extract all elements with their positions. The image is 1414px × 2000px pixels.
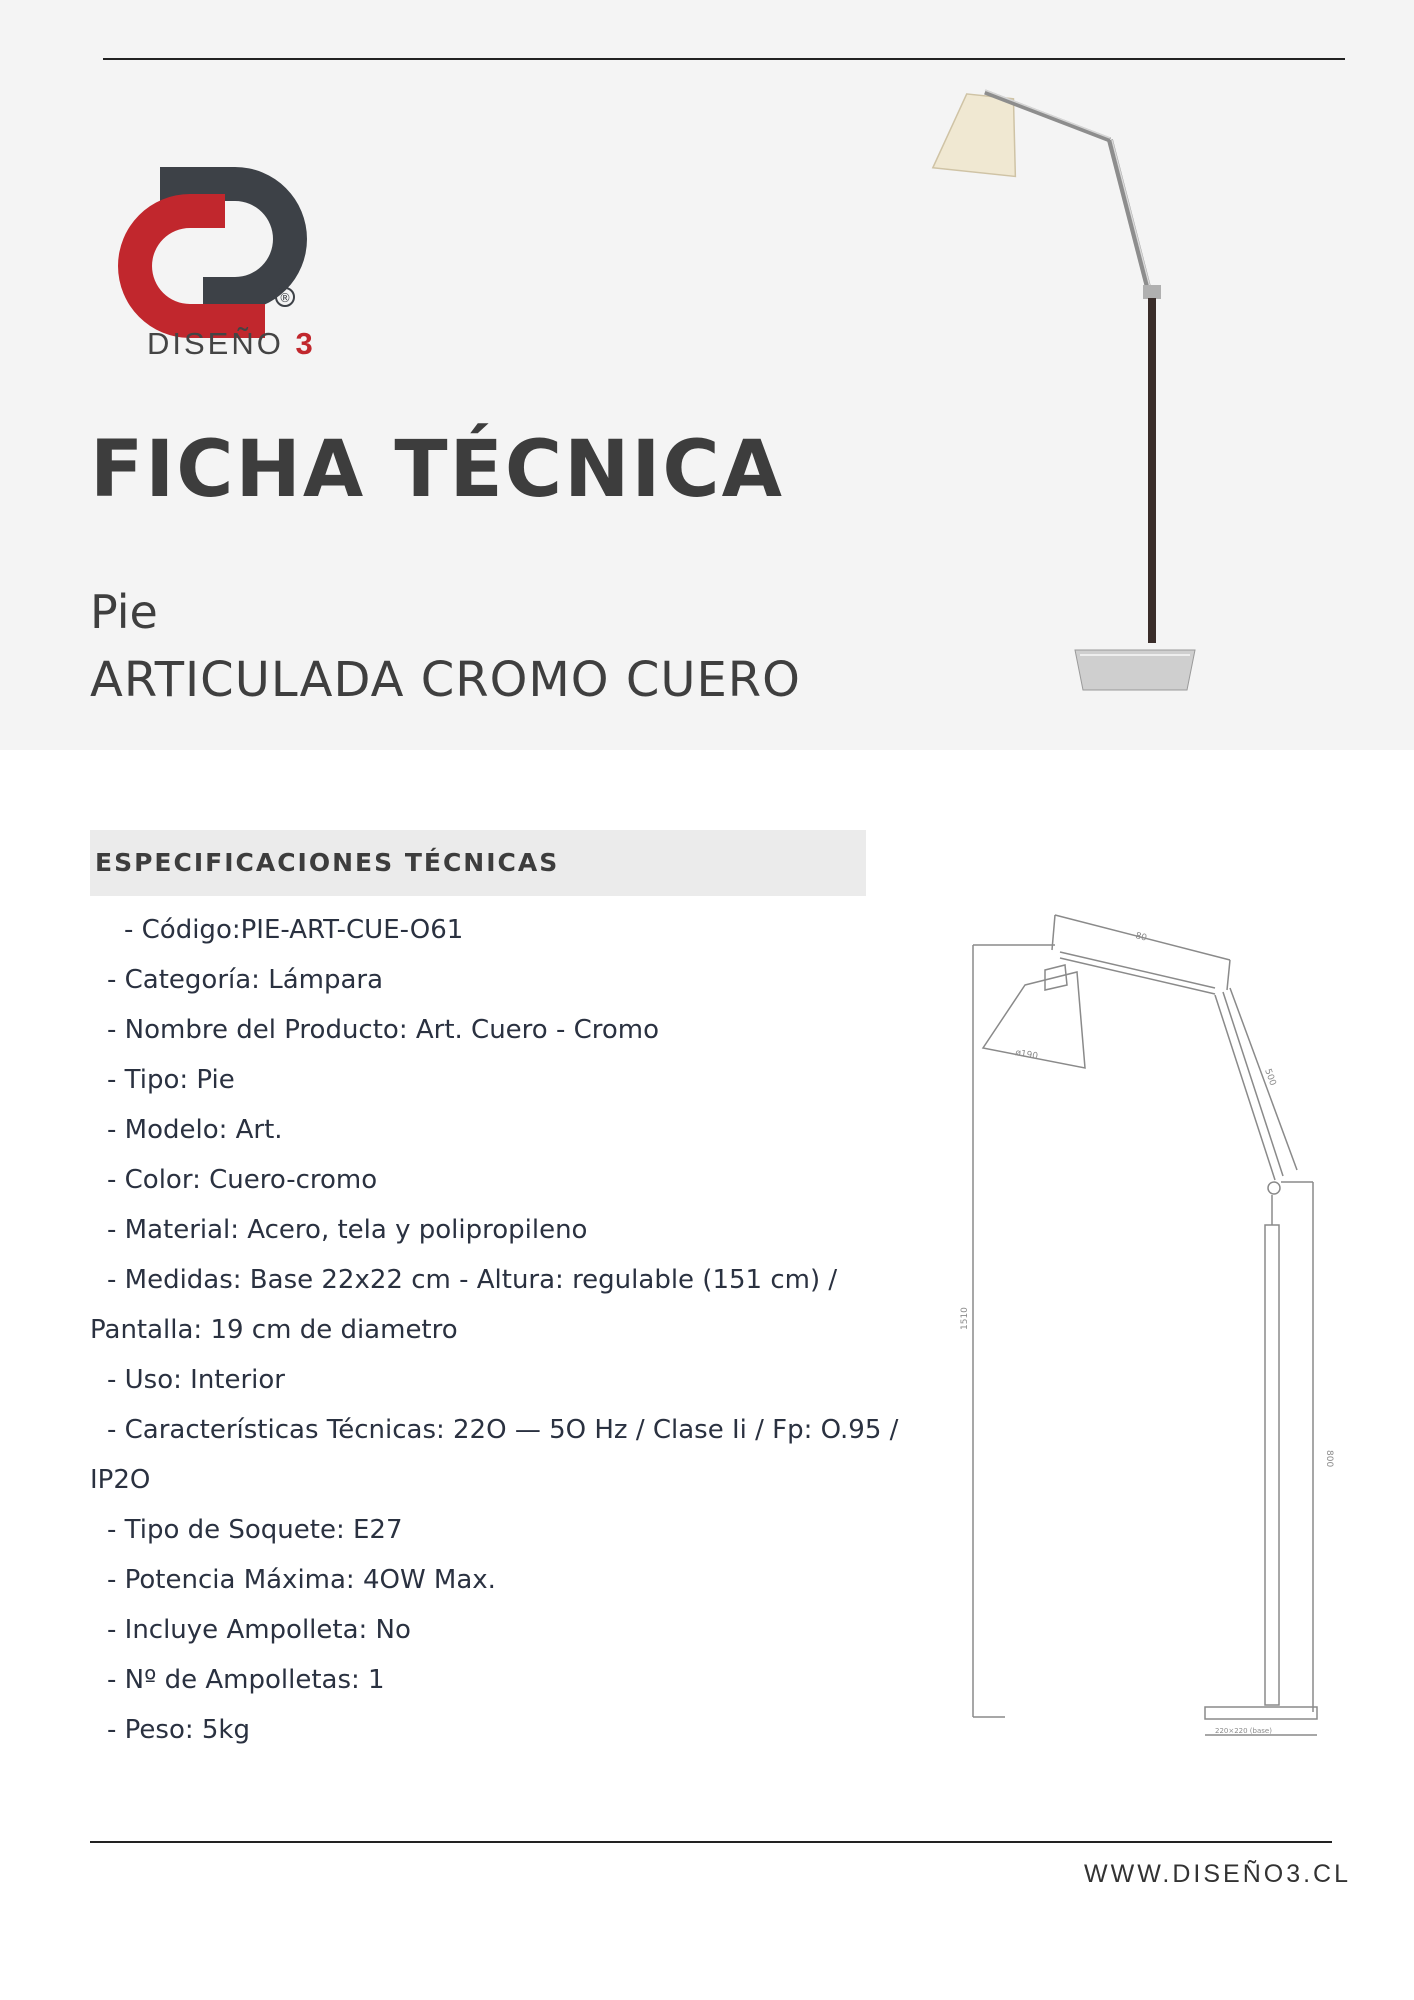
dim-shade: ø190 (1014, 1048, 1039, 1062)
spec-code: - Código:PIE-ART-CUE-O61 (124, 915, 464, 945)
spec-model: - Modelo: Art. (107, 1115, 283, 1145)
page-title: FICHA TÉCNICA (90, 425, 784, 515)
spec-dimensions: - Medidas: Base 22x22 cm - Altura: regulable (151 cm) / (107, 1265, 838, 1295)
dim-base: 220×220 (base) (1215, 1727, 1272, 1735)
brand-name (147, 326, 316, 362)
spec-category: - Categoría: Lámpara (107, 965, 384, 995)
website-link[interactable]: WWW.DISEÑO3.CL (1084, 1860, 1352, 1888)
registered-mark: ® (279, 291, 291, 305)
spec-socket: - Tipo de Soquete: E27 (107, 1515, 403, 1545)
brand-number: 3 (295, 326, 316, 361)
spec-technical-cont: IP2O (90, 1465, 151, 1495)
bottom-divider (90, 1841, 1332, 1843)
header-band (0, 0, 1414, 750)
brand-name-text: DISEÑO (147, 326, 284, 361)
spec-power: - Potencia Máxima: 4OW Max. (107, 1565, 496, 1595)
specs-heading-bar (90, 830, 866, 896)
dim-pole: 800 (1324, 1450, 1334, 1468)
spec-technical: - Características Técnicas: 22O — 5O Hz / Clase Ii / Fp: O.95 / (107, 1415, 899, 1445)
spec-weight: - Peso: 5kg (107, 1715, 250, 1745)
spec-type: - Tipo: Pie (107, 1065, 235, 1095)
dim-lower-arm: 500 (1262, 1067, 1278, 1088)
specs-heading: ESPECIFICACIONES TÉCNICAS (95, 848, 560, 877)
spec-color: - Color: Cuero-cromo (107, 1165, 378, 1195)
top-divider (103, 58, 1345, 60)
technical-drawing-icon (960, 910, 1350, 1745)
spec-product-name: - Nombre del Producto: Art. Cuero - Cromo (107, 1015, 660, 1045)
spec-use: - Uso: Interior (107, 1365, 286, 1395)
lamp-photo-icon (925, 80, 1200, 705)
spec-material: - Material: Acero, tela y polipropileno (107, 1215, 588, 1245)
spec-bulb-count: - Nº de Ampolletas: 1 (107, 1665, 385, 1695)
spec-bulb-included: - Incluye Ampolleta: No (107, 1615, 411, 1645)
dim-total-height: 1510 (960, 1307, 970, 1330)
product-type: Pie (90, 585, 158, 639)
spec-dimensions-cont: Pantalla: 19 cm de diametro (90, 1315, 458, 1345)
dim-top-arm: 80 (1134, 931, 1148, 944)
product-name: ARTICULADA CROMO CUERO (90, 652, 801, 708)
